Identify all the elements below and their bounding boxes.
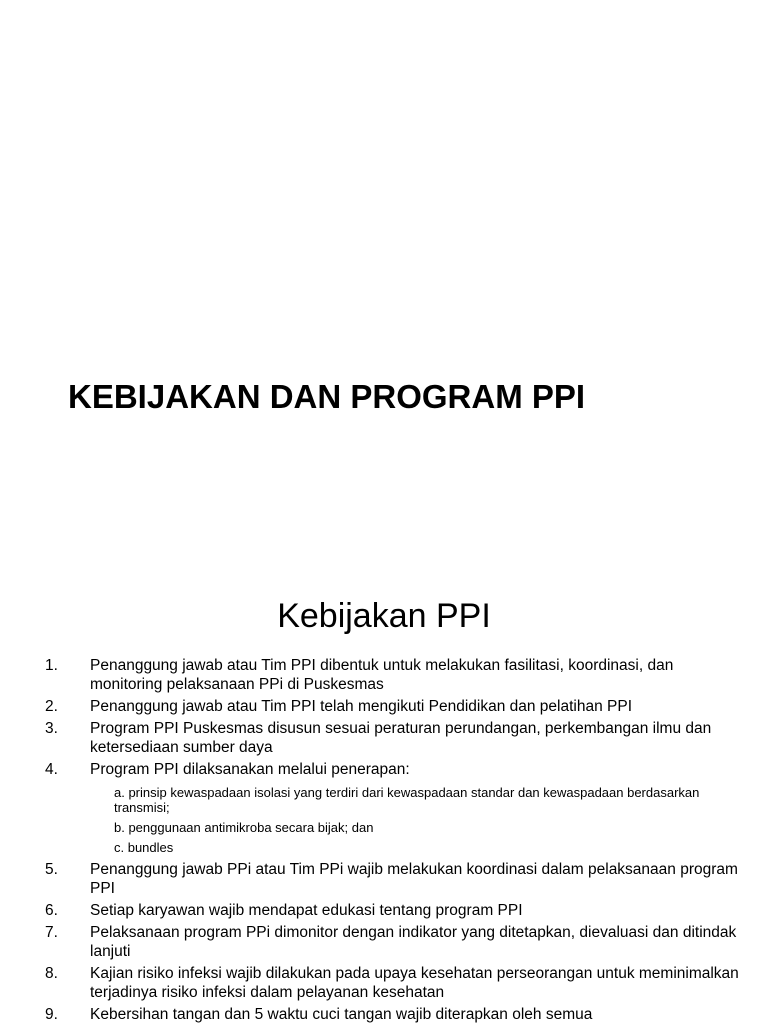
item-number: 7. xyxy=(45,924,58,941)
sub-item: a. prinsip kewaspadaan isolasi yang terdiri dari kewaspadaan standar dan kewaspadaan berdasarkan transmisi; xyxy=(114,785,700,815)
item-text: Kebersihan tangan dan 5 waktu cuci tangan wajib diterapkan oleh semua xyxy=(90,1006,593,1023)
list-item xyxy=(0,656,768,694)
sub-item: b. penggunaan antimikroba secara bijak; dan xyxy=(114,820,374,835)
list-item xyxy=(0,860,768,898)
item-number: 1. xyxy=(45,657,58,674)
item-number: 3. xyxy=(45,720,58,737)
policy-list xyxy=(0,656,768,1027)
item-text: Penanggung jawab PPi atau Tim PPi wajib melakukan koordinasi dalam pelaksanaan program PPI xyxy=(90,861,738,897)
list-item xyxy=(0,719,768,757)
item-number: 6. xyxy=(45,902,58,919)
item-text: Pelaksanaan program PPi dimonitor dengan indikator yang ditetapkan, dievaluasi dan ditindak lanjuti xyxy=(90,924,737,960)
item-text: Setiap karyawan wajib mendapat edukasi tentang program PPI xyxy=(90,902,523,919)
item-number: 2. xyxy=(45,698,58,715)
slide-title: KEBIJAKAN DAN PROGRAM PPI xyxy=(68,378,586,415)
list-item xyxy=(0,760,768,779)
list-item xyxy=(0,923,768,961)
item-text: Program PPI Puskesmas disusun sesuai peraturan perundangan, perkembangan ilmu dan ketersediaan sumber daya xyxy=(90,720,712,756)
list-item xyxy=(0,697,768,716)
item-text: Penanggung jawab atau Tim PPI dibentuk untuk melakukan fasilitasi, koordinasi, dan monitoring pelaksanaan PPi di Puskesmas xyxy=(90,657,674,693)
item-number: 8. xyxy=(45,965,58,982)
item-text: Program PPI dilaksanakan melalui penerapan: xyxy=(90,761,410,778)
list-item xyxy=(0,901,768,920)
item-text: Penanggung jawab atau Tim PPI telah mengikuti Pendidikan dan pelatihan PPI xyxy=(90,698,633,715)
list-item xyxy=(0,1005,768,1024)
item-number: 4. xyxy=(45,761,58,778)
item-number: 9. xyxy=(45,1006,58,1023)
item-text: Kajian risiko infeksi wajib dilakukan pada upaya kesehatan perseorangan untuk meminimalkan terjadinya risiko infeksi dalam pelayanan kesehatan xyxy=(90,965,739,1001)
policy-heading: Kebijakan PPI xyxy=(277,597,491,635)
sub-item: c. bundles xyxy=(114,840,174,855)
item-number: 5. xyxy=(45,861,58,878)
list-item xyxy=(0,964,768,1002)
